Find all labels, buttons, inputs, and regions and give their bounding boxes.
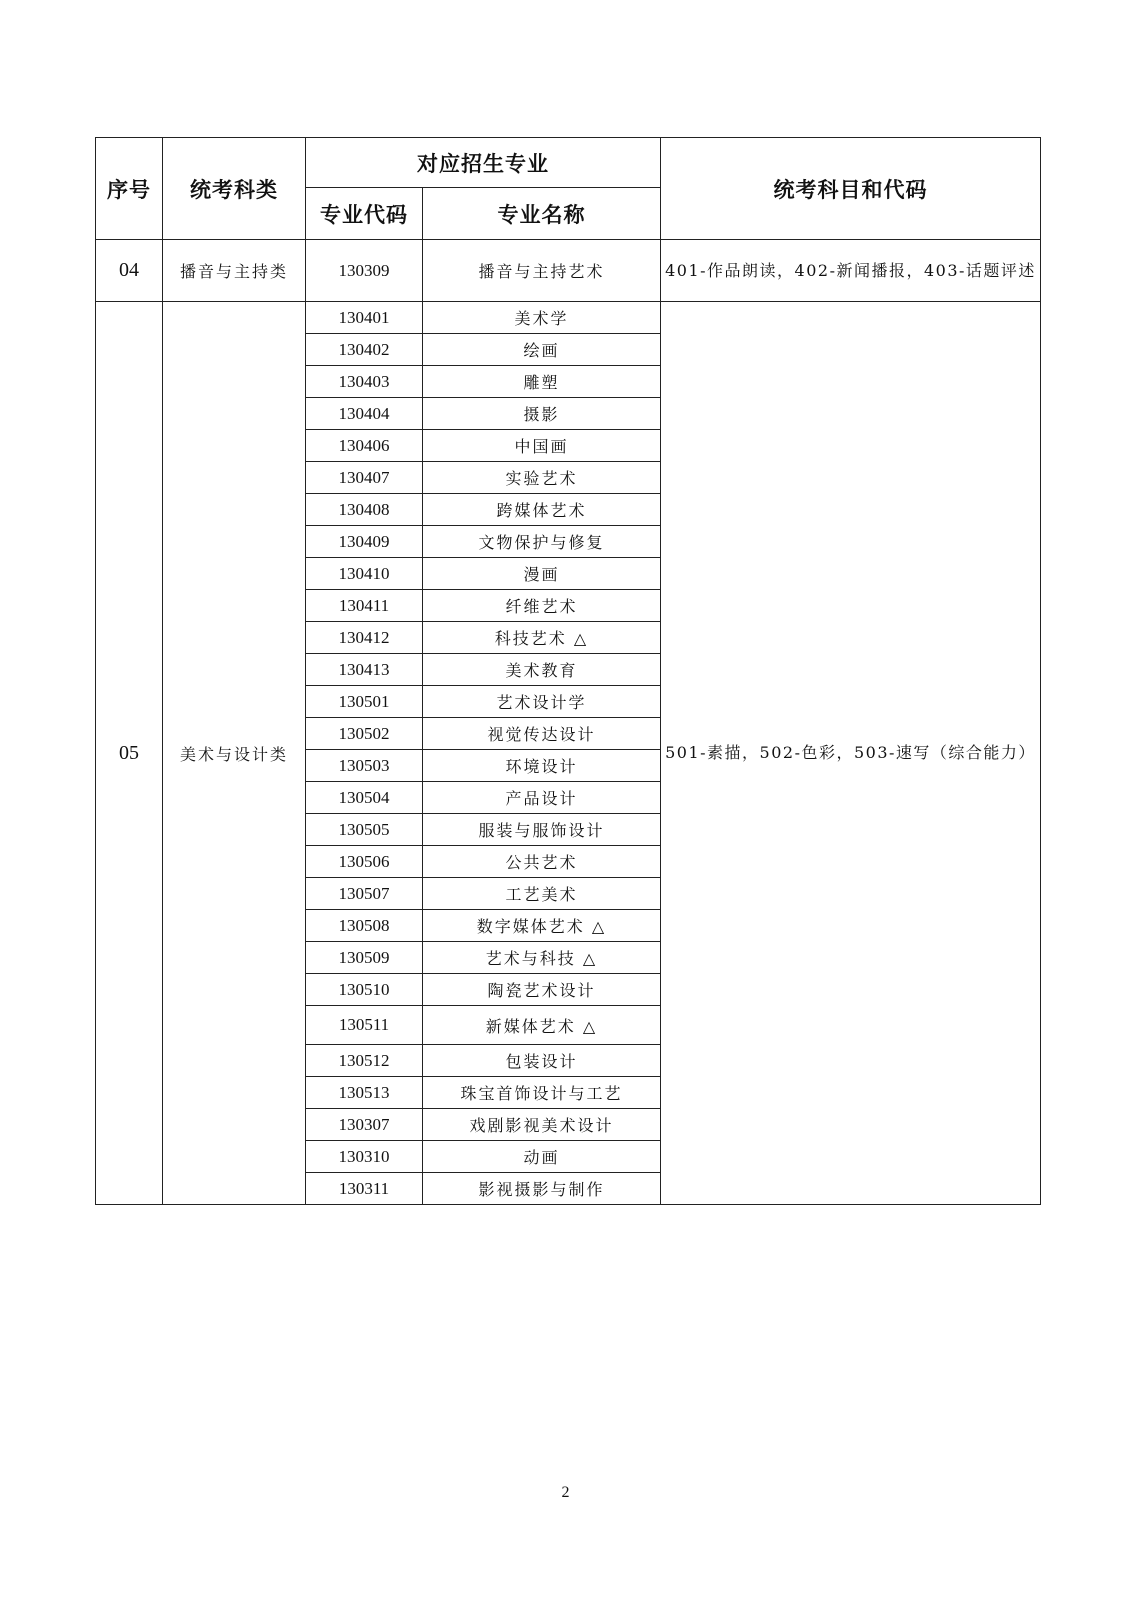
major-name: 播音与主持艺术 [423,240,661,302]
major-code: 130404 [306,398,423,430]
major-name: 影视摄影与制作 [423,1173,661,1205]
header-category: 统考科类 [163,138,306,240]
group04-subjects: 401-作品朗读，402-新闻播报，403-话题评述 [661,240,1041,302]
major-code: 130408 [306,494,423,526]
major-name: 艺术设计学 [423,686,661,718]
major-name: 纤维艺术 [423,590,661,622]
major-code: 130401 [306,302,423,334]
page-number: 2 [561,1484,570,1501]
table-row [96,302,1041,334]
major-name: 环境设计 [423,750,661,782]
major-name: 跨媒体艺术 [423,494,661,526]
major-code: 130508 [306,910,423,942]
major-code: 130504 [306,782,423,814]
header-seq: 序号 [96,138,163,240]
major-code: 130406 [306,430,423,462]
major-name: 包装设计 [423,1045,661,1077]
header-majors-group: 对应招生专业 [306,138,661,188]
header-row-1 [96,138,1041,188]
header-major-code: 专业代码 [306,188,423,240]
group05-subjects: 501-素描，502-色彩，503-速写（综合能力） [661,302,1041,1205]
major-name: 动画 [423,1141,661,1173]
major-name: 摄影 [423,398,661,430]
major-code: 130413 [306,654,423,686]
major-name: 实验艺术 [423,462,661,494]
group04-category: 播音与主持类 [163,240,306,302]
group04-seq: 04 [96,240,163,302]
major-name: 新媒体艺术 △ [423,1006,661,1045]
major-code: 130501 [306,686,423,718]
major-name: 数字媒体艺术 △ [423,910,661,942]
major-code: 130407 [306,462,423,494]
major-code: 130307 [306,1109,423,1141]
major-name: 美术学 [423,302,661,334]
major-code: 130412 [306,622,423,654]
major-name: 文物保护与修复 [423,526,661,558]
major-name: 漫画 [423,558,661,590]
major-code: 130409 [306,526,423,558]
major-code: 130503 [306,750,423,782]
major-name: 中国画 [423,430,661,462]
major-name: 科技艺术 △ [423,622,661,654]
group05-seq: 05 [96,302,163,1205]
major-code: 130410 [306,558,423,590]
major-name: 珠宝首饰设计与工艺 [423,1077,661,1109]
major-name: 绘画 [423,334,661,366]
header-major-name: 专业名称 [423,188,661,240]
major-name: 美术教育 [423,654,661,686]
major-code: 130311 [306,1173,423,1205]
header-subjects: 统考科目和代码 [661,138,1041,240]
major-code: 130507 [306,878,423,910]
group05-category: 美术与设计类 [163,302,306,1205]
major-name: 陶瓷艺术设计 [423,974,661,1006]
major-code: 130512 [306,1045,423,1077]
major-code: 130411 [306,590,423,622]
major-name: 工艺美术 [423,878,661,910]
major-code: 130513 [306,1077,423,1109]
major-name: 艺术与科技 △ [423,942,661,974]
major-code: 130510 [306,974,423,1006]
major-code: 130511 [306,1006,423,1045]
major-name: 雕塑 [423,366,661,398]
major-code: 130509 [306,942,423,974]
major-code: 130310 [306,1141,423,1173]
major-name: 服装与服饰设计 [423,814,661,846]
major-code: 130502 [306,718,423,750]
major-code: 130309 [306,240,423,302]
table-row [96,240,1041,302]
majors-table [95,137,1041,1205]
major-name: 戏剧影视美术设计 [423,1109,661,1141]
major-name: 公共艺术 [423,846,661,878]
major-code: 130402 [306,334,423,366]
major-code: 130506 [306,846,423,878]
major-code: 130403 [306,366,423,398]
major-code: 130505 [306,814,423,846]
major-name: 产品设计 [423,782,661,814]
major-name: 视觉传达设计 [423,718,661,750]
table-body [96,240,1041,1205]
